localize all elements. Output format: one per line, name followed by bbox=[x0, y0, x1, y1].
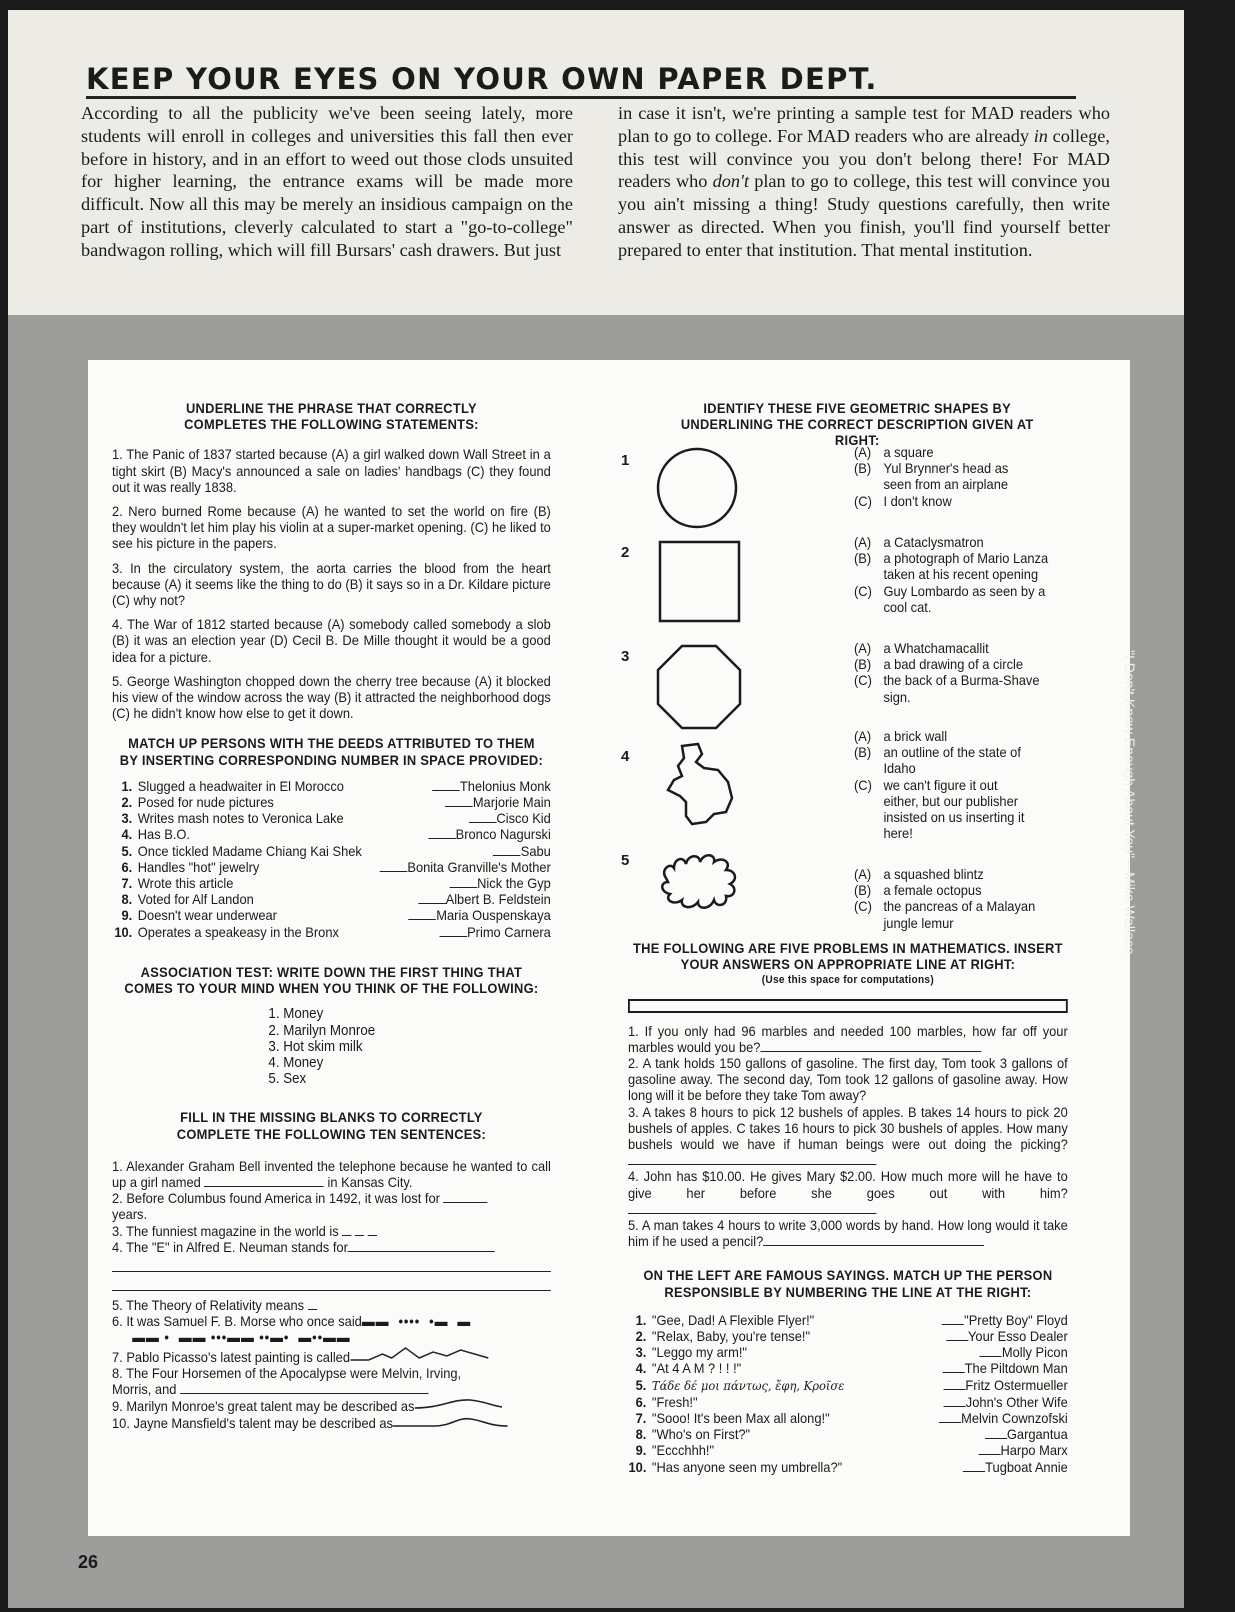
answer-line[interactable] bbox=[628, 1152, 876, 1165]
option-letter: (A) bbox=[854, 640, 872, 656]
sentence-text: 8. The Four Horsemen of the Apocalypse were Melvin, Irving, bbox=[112, 1364, 462, 1381]
row-number: 1. bbox=[635, 1311, 647, 1328]
sentence-text: 10. Jayne Mansfield's talent may be described as bbox=[112, 1415, 393, 1432]
sentence-text: 6. It was Samuel F. B. Morse who once said bbox=[112, 1313, 362, 1330]
answer-blank[interactable] bbox=[428, 826, 456, 839]
fill-list bbox=[112, 1158, 551, 1432]
fill-blank[interactable] bbox=[342, 1223, 351, 1236]
match-list bbox=[112, 778, 551, 940]
match-row bbox=[114, 826, 551, 842]
answer-blank[interactable] bbox=[432, 778, 460, 791]
row-number: 8. bbox=[635, 1426, 647, 1443]
underline-question: 5. George Washington chopped down the cherry tree because (A) it blocked his view of the window across the way (B) it attracted the neighborhood dogs (C) he didn't know how else to get it down. bbox=[112, 672, 551, 722]
deed: Writes mash notes to Veronica Lake bbox=[137, 810, 344, 827]
shape-number: 4 bbox=[621, 748, 630, 765]
person: Your Esso Dealer bbox=[967, 1328, 1068, 1345]
shape-number: 3 bbox=[621, 648, 630, 665]
option-text: the pancreas of a Malayan jungle lemur bbox=[883, 898, 1036, 931]
problem-text: 1. If you only had 96 marbles and needed 100 marbles, how far off your marbles would you be? bbox=[628, 1022, 1068, 1055]
person: Melvin Cownzofski bbox=[961, 1410, 1068, 1427]
option-text: the back of a Burma-Shave sign. bbox=[883, 672, 1040, 705]
answer-blank[interactable] bbox=[978, 1442, 1000, 1455]
option[interactable] bbox=[854, 493, 1038, 509]
saying-row bbox=[628, 1360, 1068, 1376]
sentence-text: in Kansas City. bbox=[327, 1173, 413, 1190]
option[interactable] bbox=[854, 728, 1029, 744]
deed: Posed for nude pictures bbox=[137, 794, 274, 811]
sentence-text: 9. Marilyn Monroe's great talent may be described as bbox=[112, 1398, 415, 1415]
fill-blank-line[interactable] bbox=[112, 1276, 551, 1291]
option-letter: (B) bbox=[854, 656, 872, 673]
option-text: a photograph of Mario Lanza taken at his recent opening bbox=[883, 550, 1049, 583]
person: John's Other Wife bbox=[965, 1393, 1068, 1410]
fill-blank[interactable] bbox=[204, 1174, 324, 1187]
person: Marjorie Main bbox=[472, 794, 551, 811]
shape-options-2 bbox=[854, 534, 1056, 615]
zigzag-squiggle-image bbox=[350, 1346, 497, 1362]
option[interactable] bbox=[854, 777, 1029, 842]
underline-question: 3. In the circulatory system, the aorta carries the blood from the heart because (A) it seems like the thing to do (B) it says so in a Dr. Kildare picture (C) why not? bbox=[112, 559, 551, 609]
answer-blank[interactable] bbox=[445, 794, 473, 807]
option-letter: (A) bbox=[854, 728, 872, 744]
option[interactable] bbox=[854, 444, 1038, 460]
answer-blank[interactable] bbox=[946, 1328, 968, 1341]
option[interactable] bbox=[854, 882, 1052, 898]
saying: "Relax, Baby, you're tense!" bbox=[651, 1328, 811, 1345]
row-number: 5. bbox=[635, 1376, 647, 1393]
intro-text: in case it isn't, we're printing a sample test for MAD readers who plan to go to college. For MAD readers who are already bbox=[618, 103, 1110, 146]
option-letter: (C) bbox=[854, 582, 872, 599]
saying: "Who's on First?" bbox=[651, 1426, 751, 1443]
shape-number: 5 bbox=[621, 852, 630, 869]
saying-row bbox=[628, 1459, 1068, 1475]
fill-blank-line[interactable] bbox=[112, 1255, 551, 1272]
sentence-text: years. bbox=[112, 1206, 148, 1223]
shape-options-5 bbox=[854, 866, 1052, 931]
math-heading: THE FOLLOWING ARE FIVE PROBLEMS IN MATHEMATICS. INSERT YOUR ANSWERS ON APPROPRIATE LINE AT RIGHT: bbox=[633, 940, 1063, 973]
underline-question: 2. Nero burned Rome because (A) he wanted to set the world on fire (B) they wouldn't let him play his violin at a super-market opening. (C) he liked to see his picture in the papers. bbox=[112, 503, 551, 552]
option[interactable] bbox=[854, 550, 1056, 582]
option-text: we can't figure it out either, but our publisher insisted on us inserting it here! bbox=[883, 776, 1025, 842]
match-row bbox=[114, 907, 551, 923]
saying: "Sooo! It's been Max all along!" bbox=[651, 1410, 830, 1427]
option-letter: (B) bbox=[854, 882, 872, 899]
fill-blank[interactable] bbox=[308, 1297, 317, 1310]
deed: Slugged a headwaiter in El Morocco bbox=[137, 777, 344, 794]
intro-text: college, this test will convince you you don't belong there! For MAD readers who bbox=[618, 125, 1110, 192]
answer-blank[interactable] bbox=[939, 1410, 961, 1423]
answer-blank[interactable] bbox=[963, 1459, 985, 1472]
answer-blank[interactable] bbox=[439, 924, 467, 937]
left-column bbox=[112, 400, 551, 1432]
page-number: 26 bbox=[78, 1552, 99, 1572]
option-text: I don't know bbox=[883, 492, 952, 509]
morse-code-image: ▬▬ • ▬▬ •••▬▬ ••▬• ▬••▬▬ bbox=[132, 1329, 351, 1346]
person: The Piltdown Man bbox=[964, 1360, 1068, 1377]
sayings-list bbox=[628, 1312, 1068, 1475]
sentence-text: 1. Alexander Graham Bell invented the telephone because he wanted to call up a girl named bbox=[112, 1157, 551, 1190]
association-item: 1. Money bbox=[268, 1006, 324, 1023]
intro-text: plan to go to college, this test will convince you you ain't missing a thing! Study questions carefully, then write answer as directed. When you finish, you'll find yourself better prepared to enter that institution. That mental institution. bbox=[618, 171, 1110, 260]
row-number: 8. bbox=[121, 891, 133, 908]
option-text: Guy Lombardo as seen by a cool cat. bbox=[883, 582, 1046, 615]
association-item: 3. Hot skim milk bbox=[268, 1038, 363, 1055]
fill-sentence bbox=[112, 1190, 551, 1222]
circle-shape-icon bbox=[655, 446, 739, 530]
intro-right-column bbox=[618, 102, 1110, 262]
row-number: 2. bbox=[635, 1328, 647, 1345]
option-letter: (C) bbox=[854, 776, 872, 793]
answer-blank[interactable] bbox=[380, 859, 408, 872]
option-letter: (C) bbox=[854, 898, 872, 915]
fill-sentence bbox=[112, 1297, 551, 1313]
option-letter: (C) bbox=[854, 492, 872, 509]
saying-row bbox=[628, 1394, 1068, 1410]
person: Nick the Gyp bbox=[477, 875, 551, 892]
fill-sentence bbox=[112, 1346, 551, 1365]
morse-code-image: ▬▬ •••• •▬ ▬ bbox=[361, 1313, 472, 1330]
association-heading: ASSOCIATION TEST: WRITE DOWN THE FIRST THING THAT COMES TO YOUR MIND WHEN YOU THINK OF THE FOLLOWING: bbox=[124, 963, 539, 997]
row-number: 3. bbox=[635, 1344, 647, 1361]
option[interactable] bbox=[854, 460, 1038, 492]
match-row bbox=[114, 843, 551, 859]
fill-sentence bbox=[112, 1313, 551, 1329]
deed: Doesn't wear underwear bbox=[137, 907, 277, 924]
match-row bbox=[114, 810, 551, 826]
row-number: 4. bbox=[635, 1360, 647, 1377]
person: Thelonius Monk bbox=[459, 777, 551, 794]
option[interactable] bbox=[854, 744, 1029, 776]
shapes-heading: IDENTIFY THESE FIVE GEOMETRIC SHAPES BY UNDERLINING THE CORRECT DESCRIPTION GIVEN AT RIGHT: bbox=[680, 400, 1034, 449]
side-quote: "I Don't Know Enough About You"—Mike Wallace bbox=[1122, 650, 1138, 955]
sentence-text: 2. Before Columbus found America in 1492, it was lost for bbox=[112, 1190, 440, 1207]
association-list bbox=[112, 1006, 551, 1087]
option[interactable] bbox=[854, 656, 1052, 672]
problem-text: 2. A tank holds 150 gallons of gasoline. The first day, Tom took 3 gallons of gasoline away. The second day, Tom took 12 gallons of gasoline away. How long will it be before they take Tom away? bbox=[628, 1055, 1068, 1104]
fill-sentence bbox=[112, 1365, 551, 1397]
saying-row bbox=[628, 1377, 1068, 1394]
problem-text: 4. John has $10.00. He gives Mary $2.00. How much more will he have to give her before she goes out with him? bbox=[628, 1168, 1068, 1201]
match-row bbox=[114, 778, 551, 794]
row-number: 3. bbox=[121, 810, 133, 827]
answer-blank[interactable] bbox=[980, 1344, 1002, 1357]
person: Primo Carnera bbox=[467, 923, 551, 940]
intro-italic: don't bbox=[712, 171, 750, 192]
option-text: a brick wall bbox=[883, 728, 948, 744]
deed: Voted for Alf Landon bbox=[137, 891, 254, 908]
row-number: 6. bbox=[635, 1393, 647, 1410]
person: Sabu bbox=[520, 842, 551, 859]
hourglass-curve-image bbox=[414, 1397, 501, 1411]
option-text: a bad drawing of a circle bbox=[883, 656, 1024, 673]
idaho-outline-icon bbox=[656, 740, 746, 830]
person: Fritz Ostermueller bbox=[965, 1376, 1068, 1393]
option-letter: (B) bbox=[854, 460, 872, 477]
sentence-text: 3. The funniest magazine in the world is bbox=[112, 1222, 339, 1239]
person: Bronco Nagurski bbox=[455, 826, 551, 843]
intro-left-column: According to all the publicity we've been seeing lately, more students will enroll in colleges and universities this fall then ever before in history, and in an effort to weed out those clods unsuited for higher learning, the entrance exams will be made more difficult. Now all this may be merely an insidious campaign on the part of institutions, cleverly calculated to start a "go-to-college" bandwagon rolling, which will fill Bursars' cash drawers. But just bbox=[81, 103, 573, 260]
option-text: a Cataclysmatron bbox=[883, 534, 984, 550]
option-letter: (C) bbox=[854, 672, 872, 689]
saying: "Fresh!" bbox=[651, 1393, 698, 1410]
shapes-section bbox=[618, 400, 1069, 449]
deed: Operates a speakeasy in the Bronx bbox=[137, 923, 339, 940]
page-title: KEEP YOUR EYES ON YOUR OWN PAPER DEPT. bbox=[86, 62, 1076, 99]
option-text: Yul Brynner's head as seen from an airplane bbox=[883, 460, 1009, 493]
shape-number: 1 bbox=[621, 452, 630, 469]
match-row bbox=[114, 891, 551, 907]
match-heading: MATCH UP PERSONS WITH THE DEEDS ATTRIBUTED TO THEM BY INSERTING CORRESPONDING NUMBER IN SPACE PROVIDED: bbox=[119, 735, 544, 768]
fill-sentence bbox=[112, 1158, 551, 1190]
option-text: a Whatchamacallit bbox=[883, 640, 989, 656]
row-number: 9. bbox=[635, 1442, 647, 1459]
answer-blank[interactable] bbox=[943, 1360, 965, 1373]
math-problem bbox=[628, 1104, 1068, 1169]
option-letter: (A) bbox=[854, 866, 872, 882]
deed: Has B.O. bbox=[137, 826, 191, 843]
saying-row bbox=[628, 1426, 1068, 1442]
math-problem bbox=[628, 1217, 1068, 1249]
test-sheet bbox=[88, 360, 1130, 1536]
row-number: 7. bbox=[121, 875, 133, 892]
saying: "Leggo my arm!" bbox=[651, 1344, 747, 1361]
option[interactable] bbox=[854, 534, 1056, 550]
sentence-text: 4. The "E" in Alfred E. Neuman stands for bbox=[112, 1238, 348, 1255]
fill-blank[interactable] bbox=[180, 1381, 428, 1394]
saying: "At 4 A M ? ! ! !" bbox=[651, 1360, 742, 1377]
deed: Wrote this article bbox=[137, 875, 234, 892]
person: Maria Ouspenskaya bbox=[436, 907, 551, 924]
person: Albert B. Feldstein bbox=[445, 891, 551, 908]
association-item: 4. Money bbox=[268, 1054, 324, 1071]
fill-heading: FILL IN THE MISSING BLANKS TO CORRECTLY COMPLETE THE FOLLOWING TEN SENTENCES: bbox=[176, 1109, 487, 1142]
option-text: a squashed blintz bbox=[883, 866, 984, 882]
option-text: an outline of the state of Idaho bbox=[883, 744, 1021, 777]
row-number: 2. bbox=[121, 794, 133, 811]
answer-blank[interactable] bbox=[450, 875, 478, 888]
option-text: a female octopus bbox=[883, 882, 982, 899]
row-number: 10. bbox=[114, 923, 133, 940]
sentence-text: Morris, and bbox=[112, 1380, 177, 1397]
answer-line[interactable] bbox=[760, 1039, 981, 1052]
fill-sentence bbox=[112, 1223, 551, 1239]
answer-blank[interactable] bbox=[409, 907, 437, 920]
underline-heading: UNDERLINE THE PHRASE THAT CORRECTLY COMPLETES THE FOLLOWING STATEMENTS: bbox=[184, 400, 479, 433]
saying-row bbox=[628, 1410, 1068, 1426]
underline-question: 1. The Panic of 1837 started because (A) a girl walked down Wall Street in a tight skirt (B) Macy's announced a sale on ladies' handbags (C) they found out it was really 1838. bbox=[112, 446, 551, 495]
match-row bbox=[114, 794, 551, 810]
fill-sentence bbox=[112, 1397, 551, 1414]
underline-question: 4. The War of 1812 started because (A) somebody called somebody a slob (B) it was an election year (D) Cecil B. De Mille thought it would be a good idea for a picture. bbox=[112, 616, 551, 665]
row-number: 6. bbox=[121, 858, 133, 875]
option-letter: (B) bbox=[854, 744, 872, 761]
association-item: 2. Marilyn Monroe bbox=[268, 1022, 376, 1039]
row-number: 5. bbox=[121, 842, 133, 859]
person: Cisco Kid bbox=[496, 810, 551, 827]
problem-text: 3. A takes 8 hours to pick 12 bushels of apples. B takes 14 hours to pick 20 bushels of apples. C takes 16 hours to pick 30 bushels of apples. How many bushels would we have if human beings were out doing the picking? bbox=[628, 1103, 1068, 1153]
deed: Handles "hot" jewelry bbox=[137, 858, 260, 875]
octagon-shape-icon bbox=[656, 644, 742, 730]
answer-blank[interactable] bbox=[985, 1426, 1007, 1439]
deed: Once tickled Madame Chiang Kai Shek bbox=[137, 842, 362, 859]
magazine-page bbox=[8, 10, 1184, 1608]
math-subheading: (Use this space for computations) bbox=[761, 974, 934, 987]
option[interactable] bbox=[854, 583, 1056, 615]
sayings-heading: ON THE LEFT ARE FAMOUS SAYINGS. MATCH UP THE PERSON RESPONSIBLE BY NUMBERING THE LINE AT THE RIGHT: bbox=[643, 1267, 1053, 1300]
row-number: 4. bbox=[121, 826, 133, 843]
answer-blank[interactable] bbox=[942, 1312, 964, 1325]
fill-sentence bbox=[112, 1414, 551, 1431]
row-number: 10. bbox=[628, 1458, 647, 1475]
answer-line[interactable] bbox=[628, 1201, 876, 1214]
answer-blank[interactable] bbox=[493, 843, 521, 856]
option-letter: (A) bbox=[854, 534, 872, 550]
sentence-text: 7. Pablo Picasso's latest painting is called bbox=[112, 1348, 351, 1365]
saying-row bbox=[628, 1442, 1068, 1458]
math-problem bbox=[628, 1023, 1068, 1055]
option-letter: (A) bbox=[854, 444, 872, 460]
option[interactable] bbox=[854, 866, 1052, 882]
saying: "Eccchhh!" bbox=[651, 1442, 715, 1459]
match-row bbox=[114, 924, 551, 940]
square-shape-icon bbox=[658, 540, 742, 624]
saying: "Gee, Dad! A Flexible Flyer!" bbox=[651, 1311, 815, 1328]
option-letter: (B) bbox=[854, 550, 872, 567]
shape-options-3 bbox=[854, 640, 1052, 705]
match-row bbox=[114, 859, 551, 875]
fill-blank[interactable] bbox=[443, 1190, 487, 1203]
problem-text: 5. A man takes 4 hours to write 3,000 words by hand. How long would it take him if he used a pencil? bbox=[628, 1217, 1068, 1250]
math-problem bbox=[628, 1055, 1068, 1104]
answer-blank[interactable] bbox=[469, 810, 497, 823]
saying-row bbox=[628, 1328, 1068, 1344]
person: Bonita Granville's Mother bbox=[407, 858, 551, 875]
curvy-line-image bbox=[393, 1414, 513, 1428]
row-number: 7. bbox=[635, 1410, 647, 1427]
saying: Τάδε δέ μοι πάντως, ἔφη, Κροῖσε bbox=[651, 1377, 845, 1393]
fill-blank[interactable] bbox=[368, 1223, 377, 1236]
row-number: 9. bbox=[121, 907, 133, 924]
computation-space[interactable] bbox=[628, 999, 1068, 1013]
sentence-text: 5. The Theory of Relativity means bbox=[112, 1296, 305, 1313]
shape-number: 2 bbox=[621, 544, 630, 561]
person: Tugboat Annie bbox=[985, 1458, 1068, 1475]
person: Gargantua bbox=[1006, 1426, 1068, 1443]
saying-row bbox=[628, 1344, 1068, 1360]
option[interactable] bbox=[854, 898, 1052, 930]
fill-sentence bbox=[112, 1239, 551, 1255]
answer-blank[interactable] bbox=[944, 1394, 966, 1407]
person: Molly Picon bbox=[1001, 1344, 1068, 1361]
row-number: 1. bbox=[121, 777, 133, 794]
squiggle-blob-icon bbox=[656, 848, 746, 918]
option[interactable] bbox=[854, 640, 1052, 656]
match-row bbox=[114, 875, 551, 891]
fill-blank[interactable] bbox=[348, 1239, 495, 1252]
intro-italic: in bbox=[1033, 125, 1048, 146]
fill-blank[interactable] bbox=[355, 1223, 364, 1236]
answer-blank[interactable] bbox=[943, 1377, 965, 1390]
association-item: 5. Sex bbox=[268, 1071, 307, 1088]
saying-row bbox=[628, 1312, 1068, 1328]
shape-options-4 bbox=[854, 728, 1029, 841]
answer-blank[interactable] bbox=[418, 891, 446, 904]
person: "Pretty Boy" Floyd bbox=[964, 1311, 1068, 1328]
person: Harpo Marx bbox=[1000, 1442, 1068, 1459]
shape-options-1 bbox=[854, 444, 1038, 509]
option-text: a square bbox=[883, 444, 934, 460]
math-section bbox=[628, 940, 1068, 1475]
saying: "Has anyone seen my umbrella?" bbox=[651, 1458, 843, 1475]
answer-line[interactable] bbox=[763, 1233, 984, 1246]
option[interactable] bbox=[854, 672, 1052, 704]
math-problem bbox=[628, 1168, 1068, 1217]
